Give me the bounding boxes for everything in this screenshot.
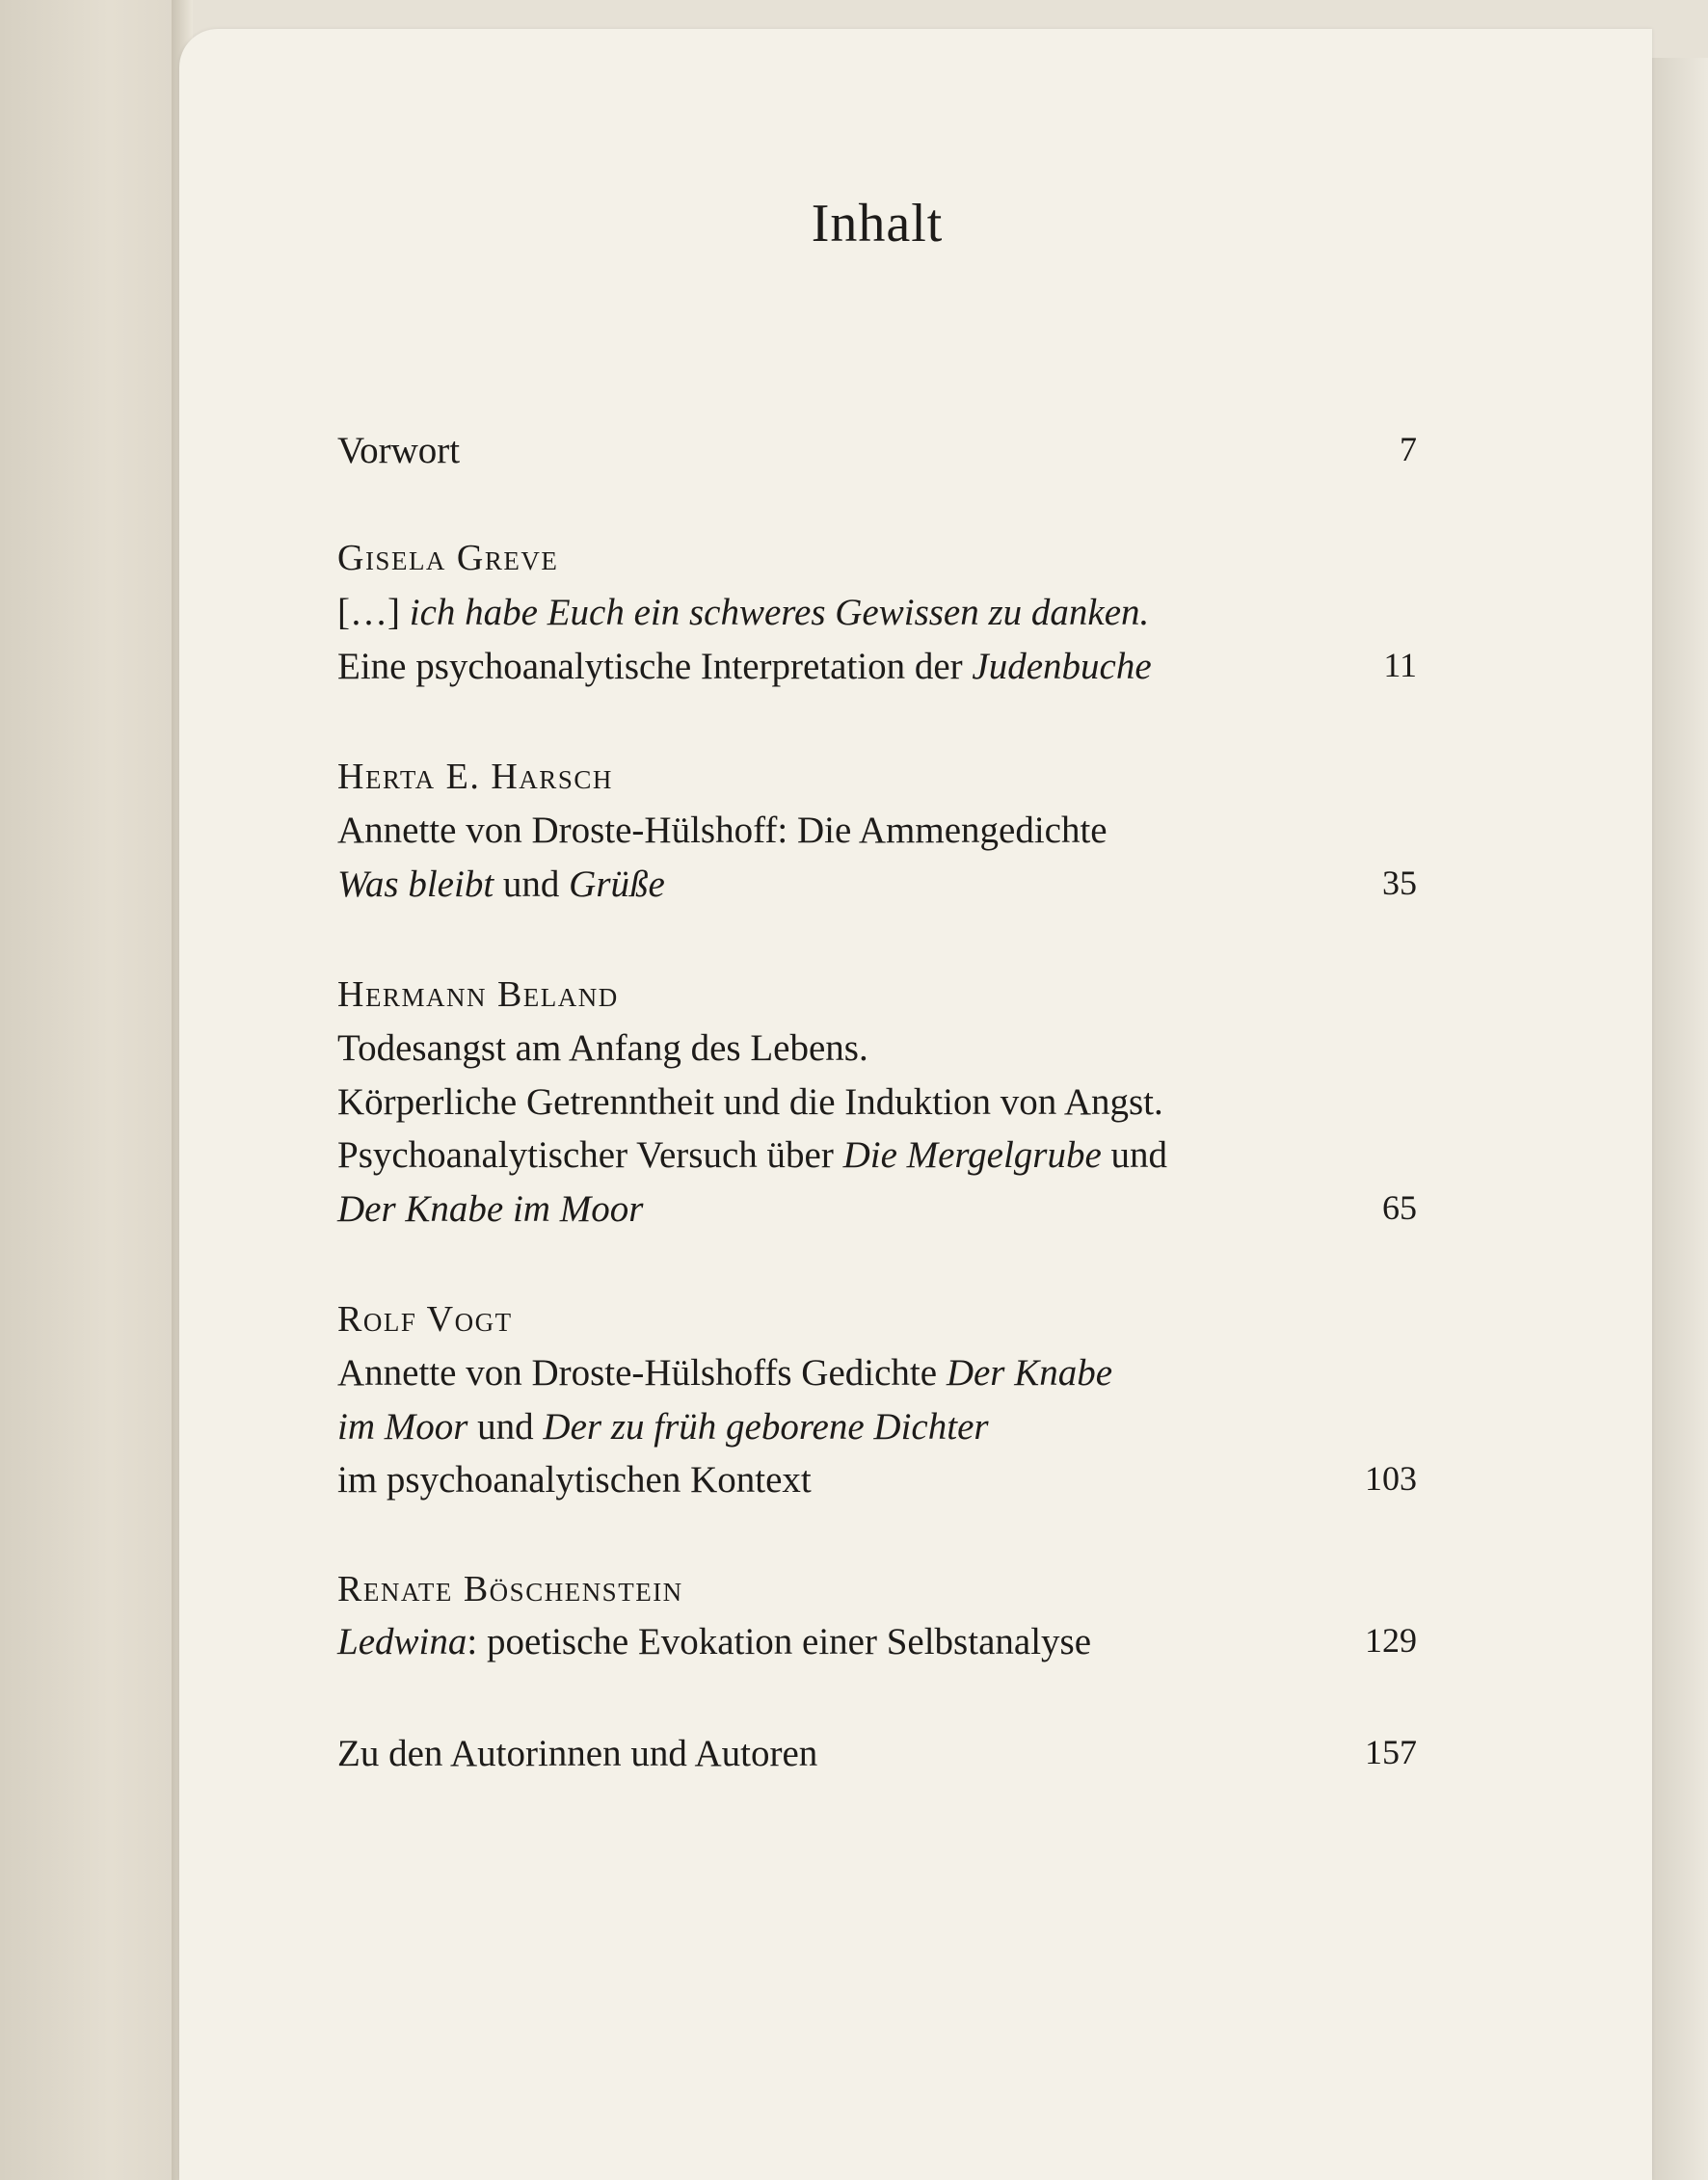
- toc-text: Psychoanalytischer Versuch über: [337, 1134, 843, 1176]
- toc-italic-text: Die Mergelgrube: [842, 1134, 1102, 1176]
- toc-title-line: [337, 648, 1417, 685]
- toc-italic-text: im Moor: [337, 1406, 468, 1448]
- toc-author: Rolf Vogt: [337, 1299, 513, 1340]
- toc-text: Annette von Droste-Hülshoffs Gedichte: [337, 1352, 947, 1394]
- toc-text: Vorwort: [337, 430, 461, 471]
- toc-text: und: [467, 1406, 544, 1448]
- toc-title-line: [337, 1190, 1417, 1228]
- toc-text: und: [1101, 1134, 1168, 1176]
- table-of-contents: [337, 0, 1417, 2180]
- toc-page-number: 11: [1383, 646, 1417, 684]
- toc-text: Zu den Autorinnen und Autoren: [337, 1733, 818, 1774]
- toc-italic-text: Was bleibt: [337, 864, 494, 905]
- toc-page-number: 35: [1382, 864, 1417, 902]
- toc-italic-text: Ledwina: [337, 1621, 467, 1662]
- toc-author: Herta E. Harsch: [337, 757, 613, 797]
- toc-text: […]: [337, 592, 410, 633]
- toc-italic-text: Der zu früh geborene Dichter: [543, 1406, 989, 1448]
- toc-text: Körperliche Getrenntheit und die Induktion von Angst.: [337, 1081, 1163, 1123]
- toc-page-number: 129: [1365, 1621, 1417, 1660]
- toc-text: Eine psychoanalytische Interpretation der: [337, 646, 973, 687]
- page-title: Inhalt: [811, 194, 944, 253]
- toc-author: Renate Böschenstein: [337, 1569, 683, 1609]
- toc-title-line: [337, 1354, 1417, 1392]
- toc-title-line: [337, 594, 1417, 631]
- toc-author: Gisela Greve: [337, 538, 559, 578]
- toc-title-line: [337, 432, 1417, 469]
- toc-title-line: [337, 1083, 1417, 1121]
- toc-title-line: [337, 1623, 1417, 1661]
- toc-title-line: [337, 1408, 1417, 1446]
- toc-title-line: [337, 1029, 1417, 1067]
- toc-author: Hermann Beland: [337, 974, 619, 1015]
- toc-text: Todesangst am Anfang des Lebens.: [337, 1027, 868, 1069]
- toc-italic-text: Der Knabe: [946, 1352, 1113, 1394]
- toc-text: : poetische Evokation einer Selbstanalyse: [467, 1621, 1092, 1662]
- toc-page-number: 103: [1365, 1459, 1417, 1498]
- toc-text: Annette von Droste-Hülshoff: Die Ammengedichte: [337, 810, 1108, 851]
- toc-title-line: [337, 1461, 1417, 1499]
- page-edges: [1652, 58, 1708, 2180]
- toc-page-number: 7: [1400, 430, 1417, 468]
- toc-title-line: [337, 1735, 1417, 1772]
- toc-title-line: [337, 811, 1417, 849]
- toc-title-line: [337, 1136, 1417, 1174]
- toc-page-number: 157: [1365, 1733, 1417, 1771]
- toc-text: und: [494, 864, 570, 905]
- toc-page-number: 65: [1382, 1188, 1417, 1227]
- toc-italic-text: Grüße: [569, 864, 665, 905]
- toc-title-line: [337, 865, 1417, 903]
- toc-italic-text: Judenbuche: [972, 646, 1152, 687]
- toc-italic-text: Der Knabe im Moor: [337, 1188, 644, 1230]
- toc-text: im psychoanalytischen Kontext: [337, 1459, 812, 1501]
- toc-italic-text: ich habe Euch ein schweres Gewissen zu danken.: [409, 592, 1150, 633]
- left-page: [0, 0, 183, 2180]
